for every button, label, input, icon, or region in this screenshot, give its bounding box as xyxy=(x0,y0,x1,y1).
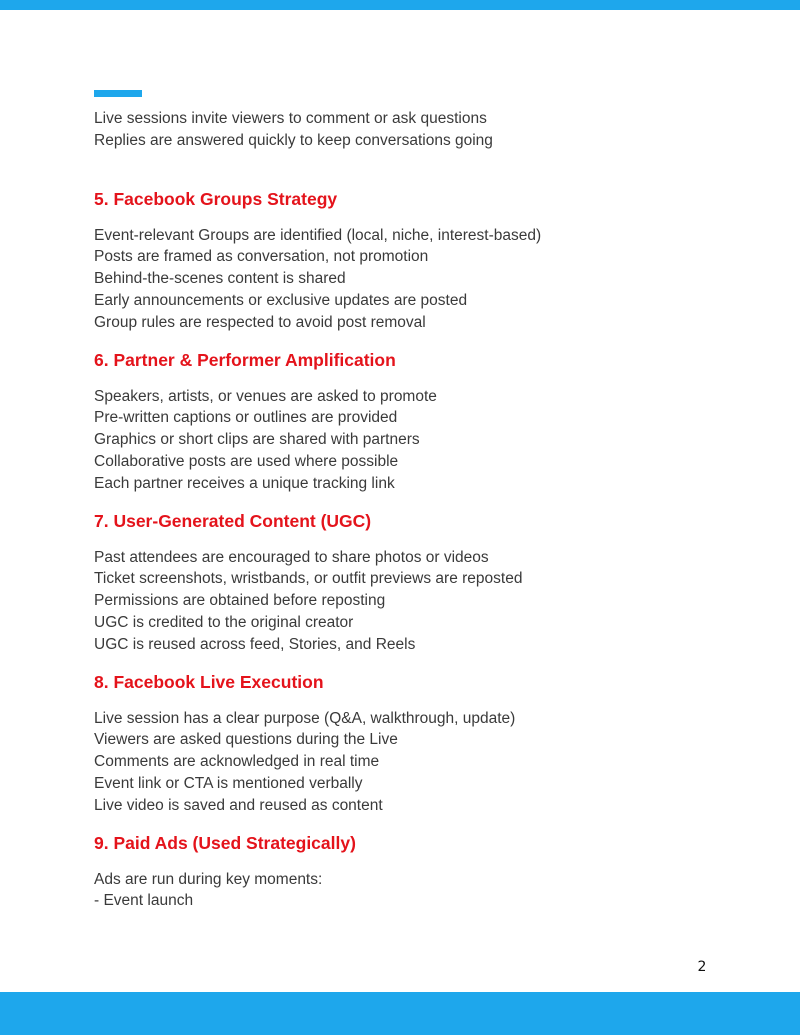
section-line: Event-relevant Groups are identified (local, niche, interest-based) xyxy=(94,226,542,244)
document-body xyxy=(94,108,734,926)
section-line: Graphics or short clips are shared with partners xyxy=(94,431,420,449)
section-line: UGC is reused across feed, Stories, and Reels xyxy=(94,635,416,653)
section-line: Pre-written captions or outlines are provided xyxy=(94,409,398,427)
section-heading: 7. User-Generated Content (UGC) xyxy=(94,510,372,531)
section-line: Live video is saved and reused as content xyxy=(94,796,383,814)
section-line: Live session has a clear purpose (Q&A, walkthrough, update) xyxy=(94,709,516,727)
section-line: - Event launch xyxy=(94,892,194,910)
section-line: Behind-the-scenes content is shared xyxy=(94,270,346,288)
section-line: Comments are acknowledged in real time xyxy=(94,753,380,771)
intro-line: Replies are answered quickly to keep conversations going xyxy=(94,131,493,149)
section-heading: 6. Partner & Performer Amplification xyxy=(94,349,396,370)
section-groups-strategy xyxy=(94,187,734,334)
section-heading: 9. Paid Ads (Used Strategically) xyxy=(94,832,356,853)
section-heading: 5. Facebook Groups Strategy xyxy=(94,188,338,209)
accent-dash xyxy=(94,90,142,97)
section-paid-ads xyxy=(94,831,734,913)
intro-line: Live sessions invite viewers to comment or ask questions xyxy=(94,110,487,127)
section-line: Ticket screenshots, wristbands, or outfit previews are reposted xyxy=(94,570,523,588)
top-accent-bar xyxy=(0,0,800,10)
page-number: 2 xyxy=(697,959,707,975)
section-line: Past attendees are encouraged to share photos or videos xyxy=(94,548,489,566)
section-line: Collaborative posts are used where possible xyxy=(94,452,399,470)
section-partner-amplification xyxy=(94,348,734,495)
section-line: Speakers, artists, or venues are asked to promote xyxy=(94,387,437,405)
section-line: Each partner receives a unique tracking link xyxy=(94,474,395,492)
section-heading: 8. Facebook Live Execution xyxy=(94,671,324,692)
section-line: Viewers are asked questions during the Live xyxy=(94,731,398,749)
section-line: Ads are run during key moments: xyxy=(94,870,323,888)
intro-text-block xyxy=(94,108,734,152)
section-line: Event link or CTA is mentioned verbally xyxy=(94,774,363,792)
section-line: Group rules are respected to avoid post removal xyxy=(94,313,426,331)
section-line: Early announcements or exclusive updates are posted xyxy=(94,291,468,309)
section-line: Permissions are obtained before reposting xyxy=(94,592,386,610)
section-ugc xyxy=(94,509,734,656)
section-facebook-live xyxy=(94,670,734,817)
section-line: Posts are framed as conversation, not promotion xyxy=(94,248,429,266)
bottom-accent-bar xyxy=(0,992,800,1035)
section-line: UGC is credited to the original creator xyxy=(94,613,354,631)
